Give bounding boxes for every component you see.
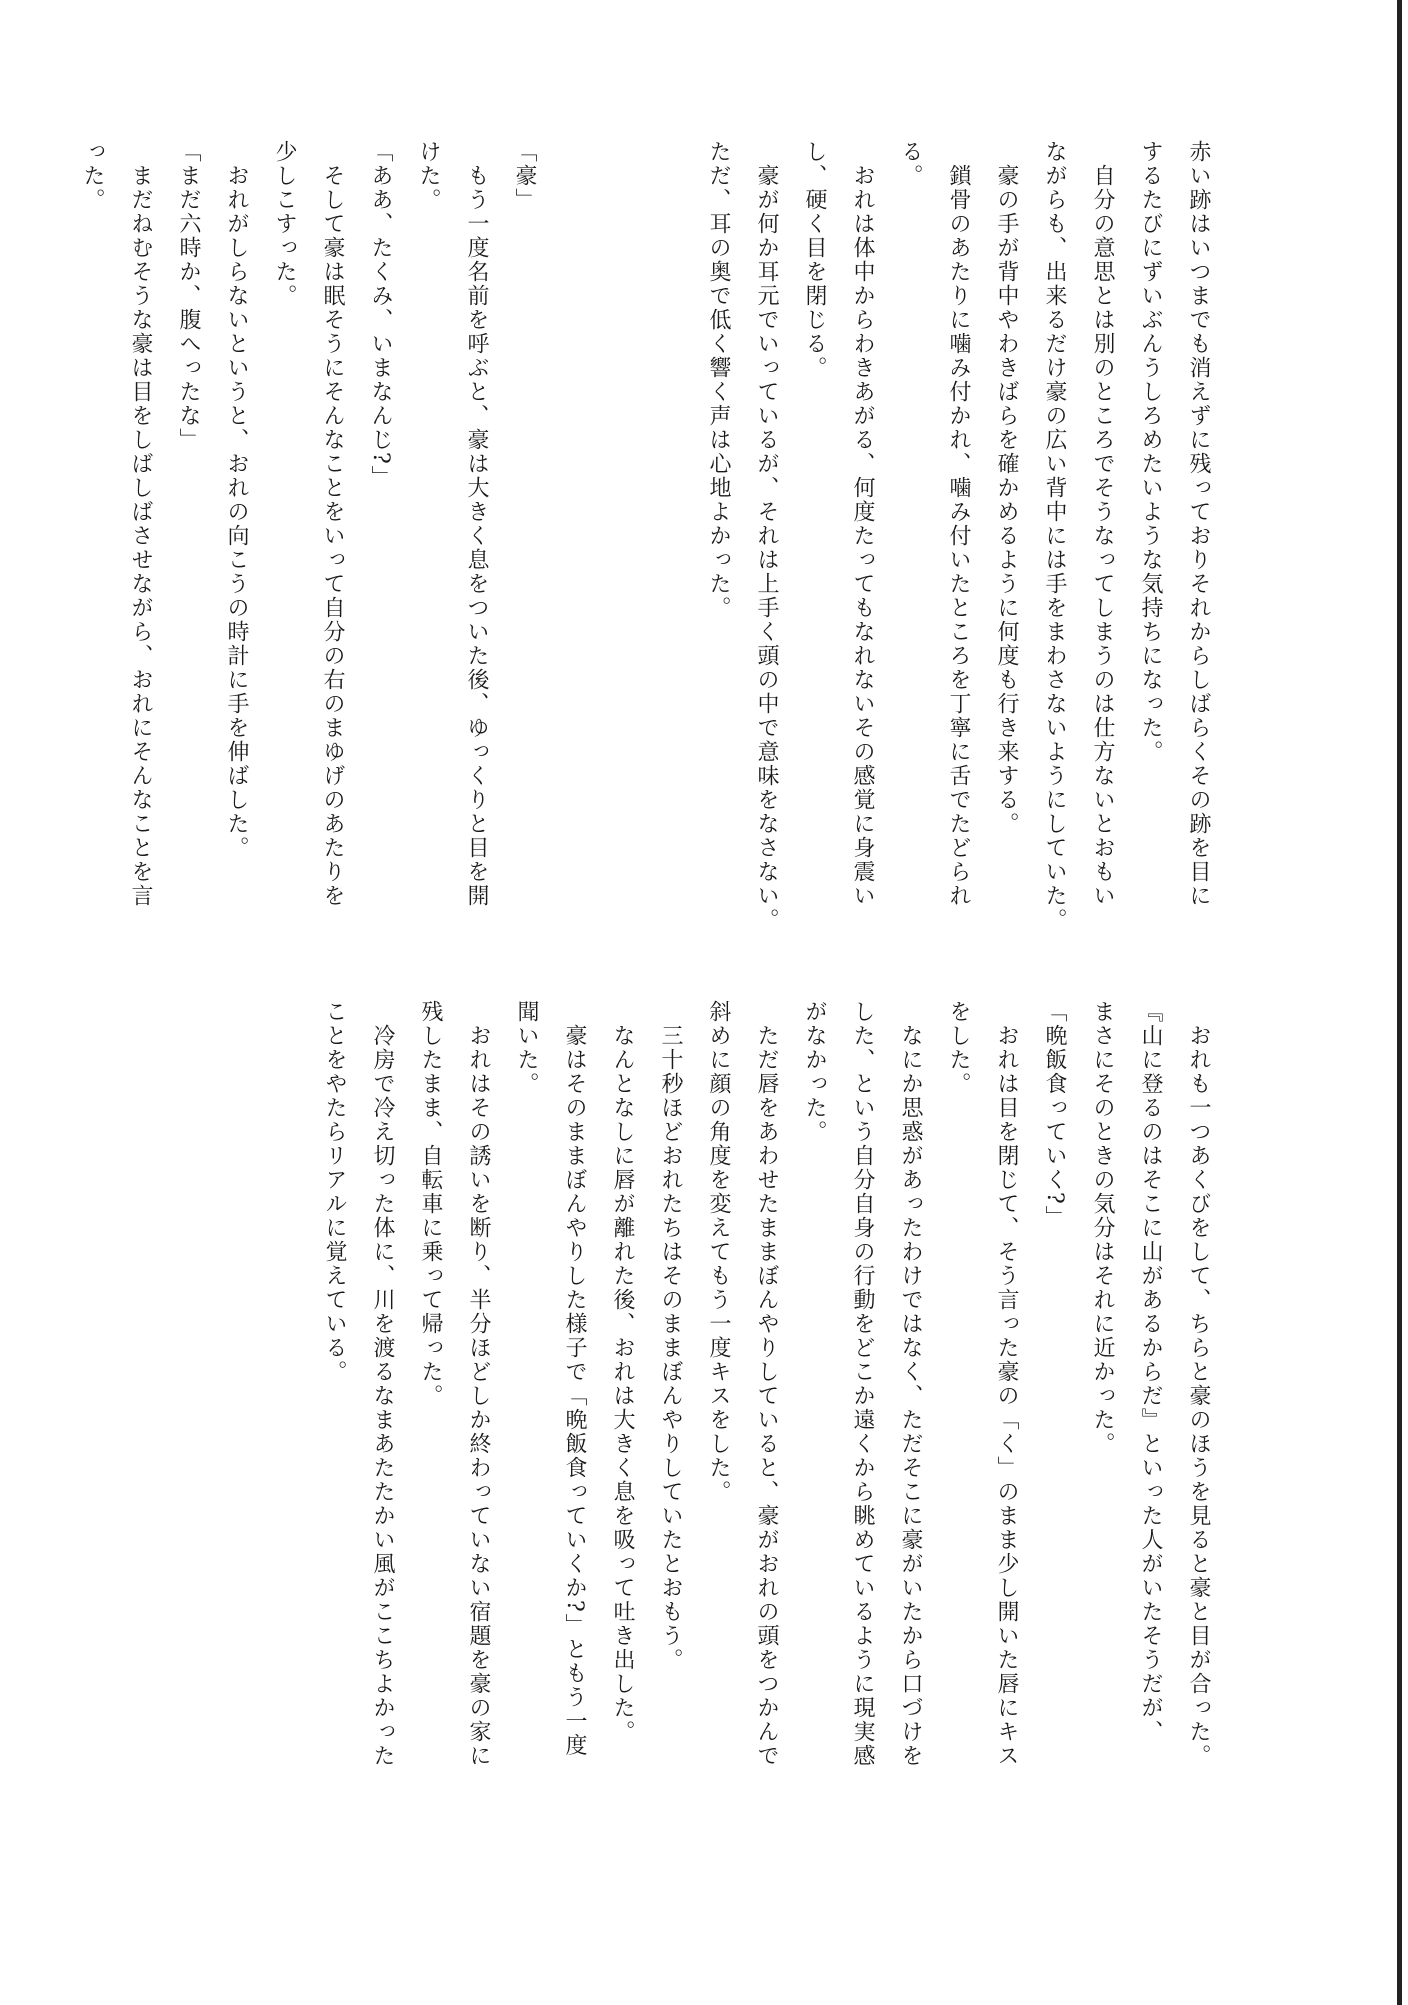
text-line: そして豪は眠そうにそんなことをいって自分の右のまゆげのあたりを <box>320 140 345 908</box>
text-line: 少しこすった。 <box>272 140 297 308</box>
text-line: まさにそのときの気分はそれに近かった。 <box>1090 1000 1115 1456</box>
text-line: 「まだ六時か、腹へったな」 <box>176 140 201 452</box>
text-line: 聞いた。 <box>514 1000 539 1096</box>
text-line: するたびにずいぶんうしろめたいような気持ちになった。 <box>1138 140 1163 764</box>
text-line: ながらも、出来るだけ豪の広い背中には手をまわさないようにしていた。 <box>1042 140 1067 932</box>
text-line: をした。 <box>946 1000 971 1096</box>
page-edge-border <box>1397 0 1402 2005</box>
text-line: 豪はそのままぼんやりした様子で「晩飯食っていくか?」ともう一度 <box>562 1000 587 1758</box>
text-line: 斜めに顔の角度を変えてもう一度キスをした。 <box>706 1000 731 1504</box>
text-line: けた。 <box>416 140 441 212</box>
text-line: した、という自分自身の行動をどこか遠くから眺めているように現実感 <box>850 1000 875 1768</box>
text-block-upper-left <box>68 140 548 970</box>
text-line: ことをやたらリアルに覚えている。 <box>322 1000 347 1384</box>
text-line: ただ唇をあわせたままぼんやりしていると、豪がおれの頭をつかんで <box>754 1000 779 1768</box>
text-line: おれも一つあくびをして、ちらと豪のほうを見ると豪と目が合った。 <box>1186 1000 1211 1768</box>
text-line: 豪の手が背中やわきばらを確かめるように何度も行き来する。 <box>994 140 1019 836</box>
text-line: る。 <box>898 140 923 188</box>
text-line: なにか思惑があったわけではなく、ただそこに豪がいたから口づけを <box>898 1000 923 1768</box>
text-line: 赤い跡はいつまでも消えずに残っておりそれからしばらくその跡を目に <box>1186 140 1211 908</box>
text-block-upper-right <box>694 140 1222 970</box>
text-line: 豪が何か耳元でいっているが、それは上手く頭の中で意味をなさない。 <box>754 140 779 932</box>
text-line: おれがしらないというと、おれの向こうの時計に手を伸ばした。 <box>224 140 249 860</box>
text-line: 「豪」 <box>512 140 537 212</box>
text-line: 残したまま、自転車に乗って帰った。 <box>418 1000 443 1408</box>
text-line: 「晩飯食っていく?」 <box>1042 1000 1067 1230</box>
text-line: おれはその誘いを断り、半分ほどしか終わっていない宿題を豪の家に <box>466 1000 491 1768</box>
text-line: ただ、耳の奥で低く響く声は心地よかった。 <box>706 140 731 620</box>
text-line: 『山に登るのはそこに山があるからだ』といった人がいたそうだが、 <box>1138 1000 1163 1744</box>
text-line: 自分の意思とは別のところでそうなってしまうのは仕方ないとおもい <box>1090 140 1115 908</box>
text-line: 鎖骨のあたりに噛み付かれ、噛み付いたところを丁寧に舌でたどられ <box>946 140 971 908</box>
text-line: もう一度名前を呼ぶと、豪は大きく息をついた後、ゆっくりと目を開 <box>464 140 489 908</box>
text-line: った。 <box>80 140 105 212</box>
text-line: おれは目を閉じて、そう言った豪の「く」のまま少し開いた唇にキス <box>994 1000 1019 1768</box>
text-line: なんとなしに唇が離れた後、おれは大きく息を吸って吐き出した。 <box>610 1000 635 1744</box>
text-line: 冷房で冷え切った体に、川を渡るなまあたたかい風がここちよかった <box>370 1000 395 1768</box>
text-line: おれは体中からわきあがる、何度たってもなれないその感覚に身震い <box>850 140 875 908</box>
text-line: 「ああ、たくみ、いまなんじ?」 <box>368 140 393 490</box>
text-block-lower <box>310 1000 1222 1920</box>
text-line: 三十秒ほどおれたちはそのままぼんやりしていたとおもう。 <box>658 1000 683 1672</box>
text-line: がなかった。 <box>802 1000 827 1144</box>
text-line: し、硬く目を閉じる。 <box>802 140 827 380</box>
text-line: まだねむそうな豪は目をしばしばさせながら、おれにそんなことを言 <box>128 140 153 908</box>
